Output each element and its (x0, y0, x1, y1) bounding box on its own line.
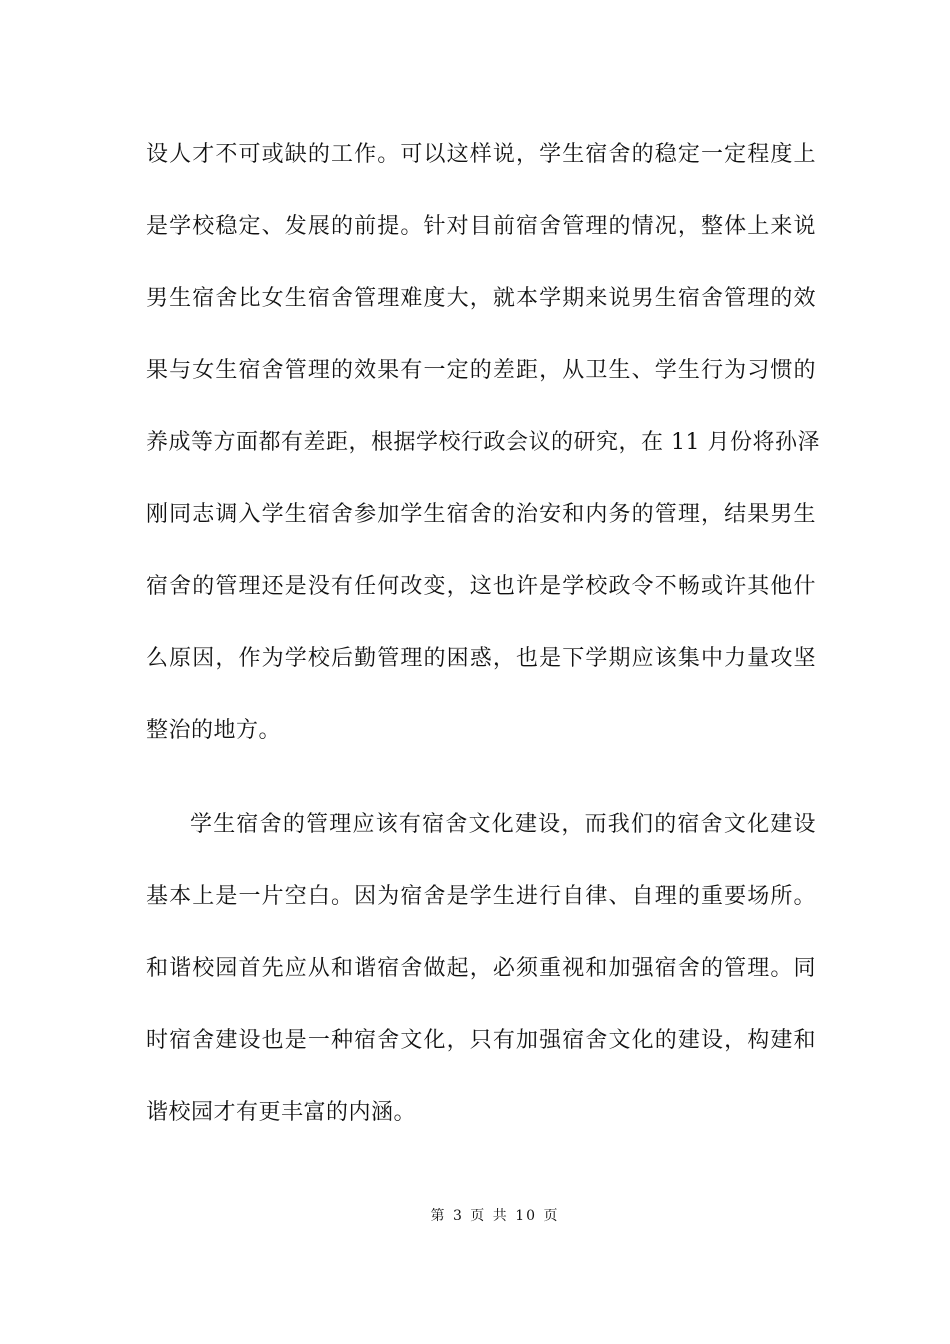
paragraph-1-line-5: 养成等方面都有差距，根据学校行政会议的研究，在 11 月份将孙泽 (146, 430, 820, 455)
paragraph-2-line-1: 学生宿舍的管理应该有宿舍文化建设，而我们的宿舍文化建设 (190, 812, 816, 837)
paragraph-1-line-8: 么原因，作为学校后勤管理的困惑，也是下学期应该集中力量攻坚 (146, 646, 816, 671)
paragraph-2-line-2: 基本上是一片空白。因为宿舍是学生进行自律、自理的重要场所。 (146, 884, 816, 909)
paragraph-1-line-1: 设人才不可或缺的工作。可以这样说，学生宿舍的稳定一定程度上 (146, 142, 816, 167)
paragraph-2-line-3: 和谐校园首先应从和谐宿舍做起，必须重视和加强宿舍的管理。同 (146, 956, 816, 981)
paragraph-1-line-7: 宿舍的管理还是没有任何改变，这也许是学校政令不畅或许其他什 (146, 574, 816, 599)
paragraph-2-line-4: 时宿舍建设也是一种宿舍文化，只有加强宿舍文化的建设，构建和 (146, 1028, 816, 1053)
paragraph-2-line-5: 谐校园才有更丰富的内涵。 (146, 1100, 417, 1125)
paragraph-1-line-2: 是学校稳定、发展的前提。针对目前宿舍管理的情况，整体上来说 (146, 214, 816, 239)
paragraph-1-line-6: 刚同志调入学生宿舍参加学生宿舍的治安和内务的管理，结果男生 (146, 502, 816, 527)
paragraph-1-line-3: 男生宿舍比女生宿舍管理难度大，就本学期来说男生宿舍管理的效 (146, 286, 816, 311)
paragraph-1-line-9: 整治的地方。 (146, 718, 282, 743)
paragraph-1-line-4: 果与女生宿舍管理的效果有一定的差距，从卫生、学生行为习惯的 (146, 358, 816, 383)
page-number-footer: 第 3 页 共 10 页 (430, 1208, 560, 1224)
